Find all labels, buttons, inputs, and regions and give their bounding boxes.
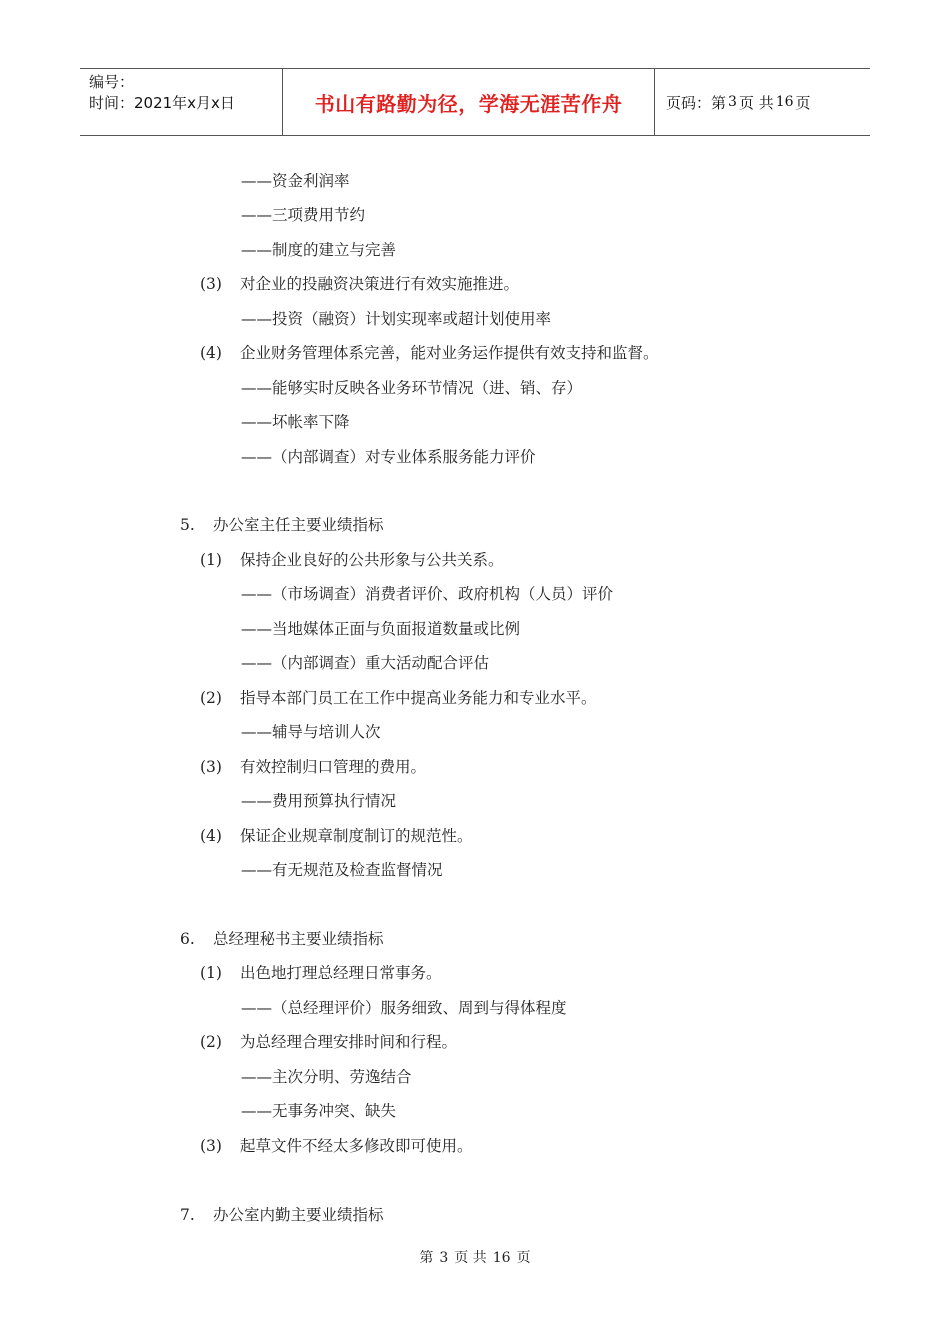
- page-prefix: 页码：第: [666, 93, 727, 112]
- footer-page-total: 16: [492, 1250, 511, 1266]
- indicator-line: ——无事务冲突、缺失: [241, 1102, 397, 1120]
- footer-prefix: 第: [419, 1250, 434, 1266]
- item-text: 指导本部门员工在工作中提高业务能力和专业水平。: [240, 689, 597, 707]
- indicator-line: ——坏帐率下降: [241, 413, 350, 431]
- item-number: (4): [200, 344, 222, 362]
- indicator-line: ——（总经理评价）服务细致、周到与得体程度: [241, 999, 567, 1017]
- item-text: 对企业的投融资决策进行有效实施推进。: [240, 275, 520, 293]
- item-text: 出色地打理总经理日常事务。: [240, 964, 442, 982]
- page-suffix: 页: [795, 93, 811, 112]
- footer-suffix: 页: [516, 1250, 531, 1266]
- item-text: 保证企业规章制度制订的规范性。: [240, 827, 473, 845]
- indicator-line: ——（市场调查）消费者评价、政府机构（人员）评价: [241, 585, 614, 603]
- page-mid: 页 共: [738, 93, 774, 112]
- indicator-line: ——三项费用节约: [241, 206, 366, 224]
- item-number: (1): [200, 964, 222, 982]
- item-text: 为总经理合理安排时间和行程。: [240, 1033, 458, 1051]
- indicator-line: ——有无规范及检查监督情况: [241, 861, 443, 879]
- item-number: (1): [200, 551, 222, 569]
- page-number: 3: [728, 94, 737, 110]
- code-label: 编号：: [89, 73, 135, 91]
- item-number: (2): [200, 1033, 222, 1051]
- section-title: 办公室内勤主要业绩指标: [213, 1206, 384, 1224]
- item-text: 起草文件不经太多修改即可使用。: [240, 1137, 473, 1155]
- time-label: 时间：2021年x月x日: [89, 94, 235, 112]
- item-text: 保持企业良好的公共形象与公共关系。: [240, 551, 504, 569]
- page-footer: [0, 1247, 950, 1267]
- page-total: 16: [775, 94, 794, 110]
- indicator-line: ——主次分明、劳逸结合: [241, 1068, 412, 1086]
- indicator-line: ——（内部调查）重大活动配合评估: [241, 654, 490, 672]
- item-number: (2): [200, 689, 222, 707]
- indicator-line: ——制度的建立与完善: [241, 241, 397, 259]
- section-title: 办公室主任主要业绩指标: [213, 516, 384, 534]
- header-motto: 书山有路勤为径，学海无涯苦作舟: [283, 69, 655, 135]
- item-number: (3): [200, 275, 222, 293]
- section-number: 5.: [180, 516, 195, 534]
- section-number: 7.: [180, 1206, 195, 1224]
- indicator-line: ——（内部调查）对专业体系服务能力评价: [241, 448, 536, 466]
- item-number: (3): [200, 1137, 222, 1155]
- indicator-line: ——能够实时反映各业务环节情况（进、销、存）: [241, 379, 583, 397]
- item-number: (4): [200, 827, 222, 845]
- section-title: 总经理秘书主要业绩指标: [213, 930, 384, 948]
- footer-page-number: 3: [439, 1250, 449, 1266]
- footer-mid: 页 共: [454, 1250, 487, 1266]
- indicator-line: ——辅导与培训人次: [241, 723, 381, 741]
- indicator-line: ——资金利润率: [241, 172, 350, 190]
- section-number: 6.: [180, 930, 195, 948]
- page-header: [80, 68, 870, 136]
- item-text: 企业财务管理体系完善，能对业务运作提供有效支持和监督。: [240, 344, 659, 362]
- indicator-line: ——费用预算执行情况: [241, 792, 397, 810]
- item-number: (3): [200, 758, 222, 776]
- header-meta: [80, 69, 283, 135]
- item-text: 有效控制归口管理的费用。: [240, 758, 427, 776]
- header-page-info: [655, 69, 870, 135]
- indicator-line: ——投资（融资）计划实现率或超计划使用率: [241, 310, 552, 328]
- indicator-line: ——当地媒体正面与负面报道数量或比例: [241, 620, 521, 638]
